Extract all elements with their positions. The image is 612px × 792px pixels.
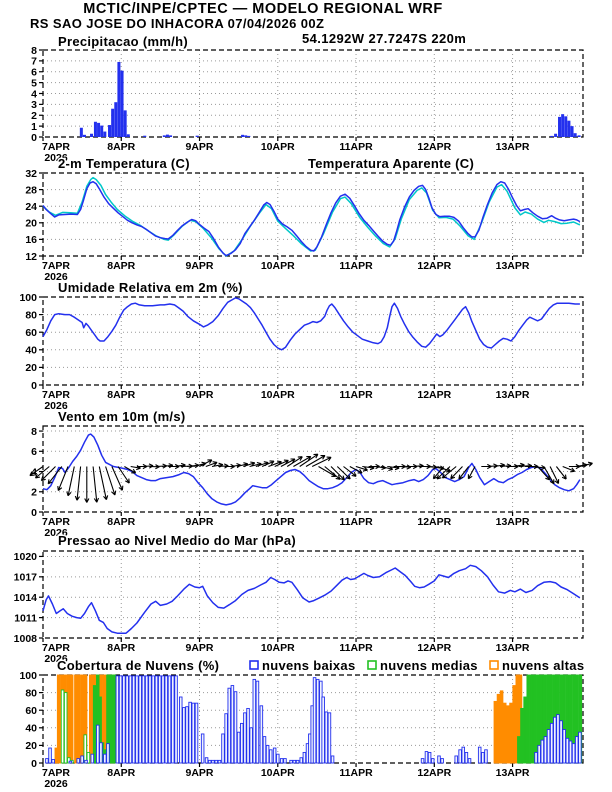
- cloud-bar-baixas: [431, 759, 434, 763]
- cloud-bar-baixas: [179, 697, 182, 763]
- ytick-label: 6: [31, 446, 37, 459]
- cloud-bar-baixas: [116, 676, 119, 763]
- cloud-bar-baixas: [234, 692, 237, 763]
- cloud-bar-altas: [507, 706, 510, 763]
- cloud-bar-medias: [530, 675, 533, 763]
- xtick-year: 2026: [44, 400, 68, 412]
- cloud-bar-baixas: [459, 750, 462, 763]
- panel-temp2m: [25, 168, 583, 283]
- xtick-label: 11APR: [339, 141, 373, 153]
- cloud-bar-altas: [89, 675, 92, 763]
- xtick-label: 12APR: [417, 642, 452, 654]
- legend-nuvens-altas: nuvens altas: [502, 658, 585, 673]
- panel-title-clouds: Cobertura de Nuvens (%): [57, 658, 220, 673]
- cloud-bar-altas: [78, 675, 81, 763]
- cloud-bar-medias: [84, 735, 87, 763]
- panel-wind10m: [30, 426, 593, 539]
- xtick-label: 11APR: [339, 389, 373, 401]
- xtick-label: 11APR: [339, 767, 373, 779]
- cloud-bar-altas: [57, 675, 60, 763]
- panel-slp: [14, 551, 583, 665]
- xtick-label: 8APR: [107, 141, 136, 153]
- panel-rh2m: [19, 292, 583, 412]
- series-line: [43, 434, 580, 505]
- xtick-label: 10APR: [260, 389, 295, 401]
- cloud-bar-baixas: [139, 676, 142, 763]
- legend-square-nuvens-baixas-icon: [250, 661, 258, 669]
- xtick-label: 13APR: [495, 260, 530, 272]
- cloud-bar-baixas: [168, 676, 171, 763]
- cloud-bar-altas: [81, 675, 84, 763]
- cloud-bar-baixas: [162, 676, 165, 763]
- series-line: [43, 565, 580, 633]
- ytick-label: 5: [31, 77, 37, 90]
- cloud-bar-baixas: [269, 750, 272, 763]
- wind-barb-icon: [563, 467, 575, 472]
- cloud-bar-baixas: [316, 679, 319, 763]
- cloud-bar-altas: [500, 691, 503, 763]
- panel-title-precip: Precipitacao (mm/h): [58, 34, 188, 49]
- ytick-label: 0: [31, 131, 37, 144]
- precip-bar: [169, 135, 172, 137]
- cloud-bar-altas: [494, 701, 497, 763]
- xtick-label: 10APR: [260, 260, 295, 272]
- precip-bar: [83, 135, 86, 137]
- cloud-bar-altas: [513, 686, 516, 763]
- xtick-label: 9APR: [185, 260, 214, 272]
- cloud-bar-baixas: [49, 748, 52, 763]
- cloud-bar-baixas: [228, 688, 231, 763]
- precip-bar: [567, 121, 570, 137]
- cloud-bar-altas: [75, 675, 78, 763]
- cloud-bar-medias: [533, 675, 536, 763]
- wind-barb-icon: [468, 467, 475, 479]
- xtick-label: 11APR: [339, 642, 373, 654]
- ytick-label: 1011: [14, 612, 37, 625]
- xtick-label: 11APR: [339, 260, 373, 272]
- xtick-label: 10APR: [260, 141, 295, 153]
- cloud-bar-baixas: [273, 748, 276, 763]
- legend-nuvens-medias: nuvens medias: [380, 658, 478, 673]
- cloud-bar-baixas: [46, 759, 49, 763]
- cloud-bar-baixas: [455, 756, 458, 763]
- xtick-label: 13APR: [495, 389, 530, 401]
- wind-barb-icon: [250, 463, 262, 467]
- plot-border: [43, 551, 583, 638]
- cloud-bar-baixas: [482, 752, 485, 763]
- precip-bar: [558, 117, 561, 137]
- cloud-bar-baixas: [212, 760, 215, 763]
- xtick-label: 12APR: [417, 260, 452, 272]
- cloud-bar-baixas: [253, 679, 256, 763]
- cloud-bar-baixas: [136, 676, 139, 763]
- model-title: MCTIC/INPE/CPTEC — MODELO REGIONAL WRF: [83, 1, 443, 17]
- cloud-bar-baixas: [165, 676, 168, 763]
- cloud-bar-baixas: [276, 754, 279, 763]
- cloud-bar-baixas: [240, 723, 243, 763]
- cloud-bar-baixas: [145, 676, 148, 763]
- ytick-label: 8: [31, 44, 37, 57]
- cloud-bar-baixas: [569, 741, 572, 763]
- cloud-bar-altas: [70, 675, 73, 763]
- cloud-bar-altas: [497, 694, 500, 763]
- ytick-label: 20: [25, 362, 37, 375]
- cloud-bar-baixas: [541, 740, 544, 763]
- precip-bar: [94, 122, 97, 137]
- cloud-bar-baixas: [77, 759, 80, 763]
- precip-bar: [124, 110, 127, 137]
- cloud-bar-baixas: [100, 743, 103, 763]
- cloud-bar-baixas: [107, 744, 110, 763]
- ytick-label: 1017: [13, 571, 37, 584]
- precip-bar: [550, 136, 553, 137]
- cloud-bar-baixas: [284, 759, 287, 763]
- wind-barb-icon: [85, 467, 89, 503]
- cloud-bar-baixas: [575, 737, 578, 763]
- xtick-label: 7APR: [41, 141, 71, 153]
- cloud-bar-baixas: [123, 676, 126, 763]
- cloud-bar-baixas: [535, 752, 538, 763]
- ytick-label: 40: [25, 722, 37, 735]
- precip-bar: [80, 128, 83, 137]
- precip-bar: [196, 136, 199, 137]
- cloud-bar-baixas: [538, 745, 541, 763]
- precip-bar: [111, 109, 114, 137]
- panel-title-pressure: Pressao ao Nivel Medio do Mar (hPa): [58, 533, 297, 548]
- ytick-label: 2: [31, 486, 37, 499]
- precip-bar: [97, 123, 100, 137]
- ytick-label: 12: [25, 250, 37, 263]
- cloud-bar-baixas: [328, 713, 331, 763]
- panel-title-temp: 2-m Temperatura (C): [58, 156, 190, 171]
- cloud-bar-baixas: [303, 752, 306, 763]
- cloud-bar-baixas: [247, 708, 250, 763]
- cloud-bar-medias: [521, 708, 524, 763]
- cloud-bar-medias: [524, 697, 527, 763]
- precip-bar: [564, 116, 567, 137]
- cloud-bar-baixas: [186, 707, 189, 763]
- cloud-bar-baixas: [126, 676, 129, 763]
- cloud-bar-baixas: [572, 744, 575, 763]
- series-line: [43, 298, 580, 350]
- cloud-bar-baixas: [119, 676, 122, 763]
- cloud-bar-baixas: [250, 728, 253, 763]
- cloud-bar-baixas: [192, 703, 195, 763]
- wind-barb-icon: [75, 467, 80, 501]
- xtick-label: 11APR: [339, 516, 373, 528]
- xtick-label: 12APR: [417, 141, 452, 153]
- xtick-label: 9APR: [185, 141, 214, 153]
- panel-title-wind: Vento em 10m (m/s): [58, 409, 186, 424]
- cloud-bar-medias: [527, 675, 530, 763]
- cloud-bar-baixas: [468, 759, 471, 763]
- cloud-bar-baixas: [421, 759, 424, 763]
- panel-title-humidity: Umidade Relativa em 2m (%): [58, 280, 243, 295]
- cloud-bar-baixas: [96, 725, 99, 763]
- cloud-bar-baixas: [331, 756, 334, 763]
- ytick-label: 60: [25, 705, 37, 717]
- xtick-label: 9APR: [185, 642, 214, 654]
- cloud-bar-baixas: [579, 732, 582, 763]
- cloud-bar-medias: [93, 686, 96, 763]
- cloud-bar-baixas: [91, 754, 94, 763]
- legend-square-nuvens-altas-icon: [490, 661, 498, 669]
- ytick-label: 24: [25, 201, 37, 213]
- xtick-label: 12APR: [417, 767, 452, 779]
- cloud-bar-medias: [113, 675, 116, 763]
- ytick-label: 20: [25, 217, 37, 230]
- cloud-bar-medias: [61, 690, 64, 763]
- cloud-bar-baixas: [195, 703, 198, 763]
- xtick-label: 8APR: [107, 260, 136, 272]
- cloud-bar-baixas: [189, 702, 192, 763]
- cloud-bar-medias: [110, 675, 113, 763]
- ytick-label: 4: [31, 466, 37, 479]
- cloud-bar-baixas: [183, 708, 186, 763]
- cloud-bar-baixas: [171, 676, 174, 763]
- cloud-bar-baixas: [563, 730, 566, 763]
- cloud-bar-baixas: [560, 721, 563, 763]
- xtick-year: 2026: [44, 778, 68, 790]
- cloud-bar-baixas: [547, 730, 550, 763]
- ytick-label: 0: [31, 757, 37, 770]
- xtick-label: 13APR: [495, 642, 530, 654]
- xtick-label: 7APR: [41, 516, 71, 528]
- cloud-bar-baixas: [52, 759, 55, 763]
- cloud-bar-baixas: [296, 760, 299, 763]
- cloud-bar-baixas: [132, 676, 135, 763]
- ytick-label: 4: [31, 88, 37, 101]
- cloud-bar-baixas: [557, 715, 560, 763]
- precip-bar: [121, 71, 124, 137]
- ytick-label: 7: [31, 55, 37, 68]
- xtick-label: 7APR: [41, 642, 71, 654]
- cloud-bar-baixas: [201, 734, 204, 763]
- legend-nuvens-baixas: nuvens baixas: [262, 658, 356, 673]
- ytick-label: 2: [31, 110, 37, 123]
- ytick-label: 6: [31, 66, 37, 79]
- ytick-label: 1: [31, 120, 37, 133]
- precip-bar: [574, 133, 577, 137]
- xtick-label: 12APR: [417, 389, 452, 401]
- cloud-bar-baixas: [566, 738, 569, 763]
- wind-barb-icon: [556, 467, 566, 480]
- precip-bar: [244, 135, 247, 137]
- ytick-label: 3: [31, 99, 37, 112]
- ytick-label: 32: [25, 167, 37, 180]
- precip-bar: [166, 135, 169, 137]
- wind-barb-icon: [48, 467, 62, 484]
- cloud-bar-baixas: [478, 747, 481, 763]
- cloud-bar-baixas: [550, 723, 553, 763]
- xtick-label: 10APR: [260, 767, 295, 779]
- xtick-year: 2026: [44, 527, 68, 539]
- precip-bar: [117, 62, 120, 137]
- cloud-bar-altas: [67, 675, 70, 763]
- precip-bar: [108, 125, 111, 137]
- cloud-bar-medias: [64, 693, 67, 763]
- ytick-label: 0: [31, 379, 37, 392]
- precip-bar: [571, 126, 574, 137]
- precip-bar: [561, 114, 564, 137]
- cloud-bar-baixas: [554, 717, 557, 763]
- xtick-label: 7APR: [41, 260, 71, 272]
- cloud-bar-baixas: [428, 752, 431, 763]
- cloud-bar-baixas: [231, 686, 234, 763]
- ytick-label: 8: [31, 425, 37, 438]
- cloud-bar-baixas: [222, 734, 225, 763]
- ytick-label: 80: [25, 687, 37, 700]
- xtick-year: 2026: [44, 152, 68, 164]
- cloud-bar-baixas: [438, 756, 441, 763]
- precip-bar: [103, 132, 106, 137]
- cloud-bar-baixas: [266, 745, 269, 763]
- ytick-label: 1008: [13, 632, 37, 645]
- cloud-bar-altas: [503, 703, 506, 763]
- precip-bar: [143, 136, 146, 137]
- cloud-bar-baixas: [208, 760, 211, 763]
- cloud-bar-baixas: [322, 697, 325, 763]
- panel-clouds: [19, 670, 583, 790]
- cloud-bar-baixas: [325, 712, 328, 763]
- xtick-label: 9APR: [185, 516, 214, 528]
- xtick-label: 13APR: [495, 767, 530, 779]
- cloud-bar-baixas: [313, 678, 316, 763]
- cloud-bar-baixas: [290, 760, 293, 763]
- ytick-label: 20: [25, 740, 37, 753]
- xtick-label: 8APR: [107, 642, 136, 654]
- xtick-label: 12APR: [417, 516, 452, 528]
- xtick-label: 7APR: [41, 767, 71, 779]
- cloud-bar-baixas: [441, 759, 444, 763]
- ytick-label: 1020: [13, 551, 37, 564]
- ytick-label: 100: [19, 291, 37, 304]
- cloud-bar-baixas: [260, 706, 263, 763]
- station-coords: 54.1292W 27.7247S 220m: [302, 31, 467, 46]
- legend-temp-aparente: Temperatura Aparente (C): [308, 156, 475, 171]
- cloud-bar-baixas: [244, 713, 247, 763]
- xtick-label: 10APR: [260, 516, 295, 528]
- precip-bar: [163, 135, 166, 137]
- cloud-bar-baixas: [205, 758, 208, 763]
- station-date-line: RS SAO JOSE DO INHACORA 07/04/2026 00Z: [30, 16, 325, 31]
- precip-bar: [247, 136, 250, 137]
- cloud-bar-baixas: [280, 759, 283, 763]
- cloud-bar-baixas: [85, 760, 88, 763]
- ytick-label: 60: [25, 327, 37, 339]
- cloud-bar-baixas: [485, 750, 488, 763]
- ytick-label: 16: [25, 234, 37, 247]
- cloud-bar-medias: [518, 737, 521, 763]
- cloud-bar-baixas: [425, 752, 428, 763]
- cloud-bar-baixas: [462, 747, 465, 763]
- precip-bar: [554, 134, 557, 137]
- cloud-bar-baixas: [218, 760, 221, 763]
- ytick-label: 28: [25, 184, 37, 197]
- xtick-label: 8APR: [107, 767, 136, 779]
- panel-precip: [31, 45, 583, 164]
- xtick-label: 13APR: [495, 141, 530, 153]
- xtick-label: 7APR: [41, 389, 71, 401]
- cloud-bar-baixas: [149, 676, 152, 763]
- precip-bar: [90, 134, 93, 137]
- precip-bar: [100, 126, 103, 137]
- xtick-label: 13APR: [495, 516, 530, 528]
- precip-bar: [127, 134, 130, 137]
- cloud-bar-baixas: [104, 754, 107, 763]
- cloud-bar-baixas: [225, 714, 228, 763]
- precip-bar: [114, 102, 117, 137]
- xtick-label: 9APR: [185, 389, 214, 401]
- xtick-label: 9APR: [185, 767, 214, 779]
- cloud-bar-baixas: [155, 676, 158, 763]
- cloud-bar-baixas: [215, 760, 218, 763]
- cloud-bar-baixas: [81, 756, 84, 763]
- xtick-label: 8APR: [107, 516, 136, 528]
- cloud-bar-baixas: [263, 737, 266, 763]
- cloud-bar-baixas: [293, 760, 296, 763]
- precip-bar: [578, 135, 581, 137]
- legend-square-nuvens-medias-icon: [368, 661, 376, 669]
- xtick-label: 10APR: [260, 642, 295, 654]
- cloud-bar-baixas: [300, 758, 303, 763]
- cloud-bar-baixas: [544, 737, 547, 763]
- cloud-bar-baixas: [465, 752, 468, 763]
- ytick-label: 40: [25, 344, 37, 357]
- precip-bar: [241, 135, 244, 137]
- xtick-label: 8APR: [107, 389, 136, 401]
- ytick-label: 100: [19, 669, 37, 682]
- cloud-bar-baixas: [142, 676, 145, 763]
- xtick-year: 2026: [44, 271, 68, 283]
- cloud-bar-altas: [510, 703, 513, 763]
- cloud-bar-baixas: [237, 732, 240, 763]
- ytick-label: 0: [31, 506, 37, 519]
- cloud-bar-baixas: [256, 681, 259, 763]
- cloud-bar-baixas: [175, 676, 178, 763]
- ytick-label: 1014: [13, 592, 37, 605]
- cloud-bar-baixas: [158, 676, 161, 763]
- xtick-year: 2026: [44, 653, 68, 665]
- cloud-bar-baixas: [69, 761, 72, 763]
- series-line: [43, 182, 580, 256]
- cloud-bar-baixas: [129, 676, 132, 763]
- ytick-label: 80: [25, 309, 37, 322]
- cloud-bar-baixas: [152, 676, 155, 763]
